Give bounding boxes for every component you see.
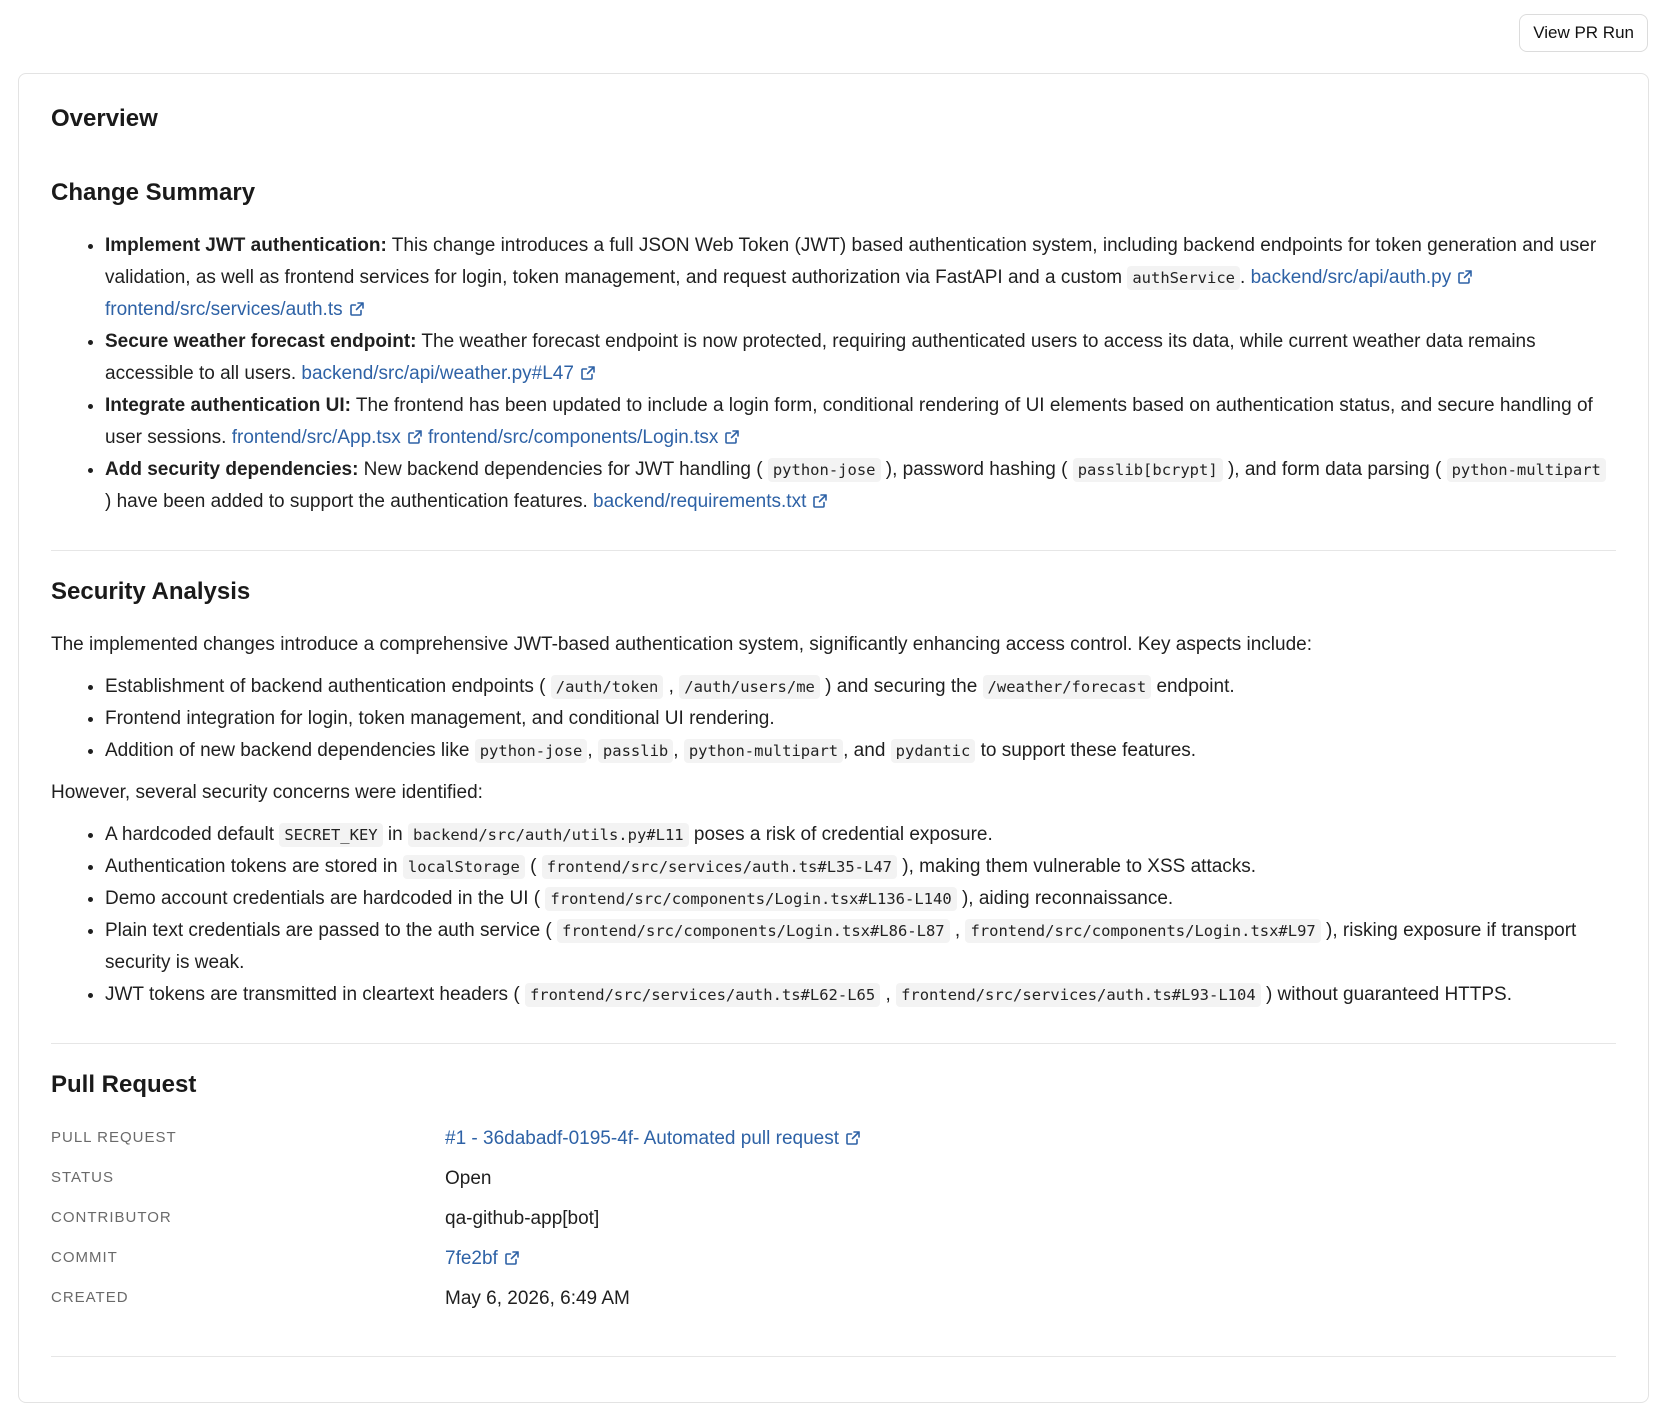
security-analysis-title: Security Analysis <box>51 578 251 605</box>
security-intro: The implemented changes introduce a comprehensive JWT-based authentication system, significantly enhancing access control. Key aspects include: <box>51 634 1313 655</box>
external-link-icon <box>812 493 828 509</box>
list-item: • Demo account credentials are hardcoded in the UI ( frontend/src/components/Login.tsx#L136-L140 ), aiding reconnaissance. <box>105 883 1616 915</box>
list-item: • A hardcoded default SECRET_KEY in backend/src/auth/utils.py#L11 poses a risk of credential exposure. <box>105 819 1616 851</box>
divider <box>51 1356 1616 1357</box>
external-link-icon <box>349 301 365 317</box>
list-item: • Establishment of backend authentication endpoints ( /auth/token , /auth/users/me ) and securing the /weather/forecast endpoint. <box>105 671 1616 703</box>
pr-key: STATUS <box>51 1169 114 1186</box>
divider <box>51 1043 1616 1044</box>
pr-row-contributor <box>51 1204 1616 1244</box>
list-item: • Integrate authentication UI: The frontend has been updated to include a login form, conditional rendering of UI elements based on authentication status, and secure handling of user sessions. frontend/src/App.tsx frontend/src/components/Login.tsx <box>105 390 1616 454</box>
pr-key: PULL REQUEST <box>51 1129 177 1146</box>
status-value: Open <box>445 1168 492 1189</box>
pr-key: CREATED <box>51 1289 129 1306</box>
external-link-icon <box>1457 269 1473 285</box>
list-item: • Frontend integration for login, token management, and conditional UI rendering. <box>105 703 1616 735</box>
file-link[interactable]: backend/src/api/weather.py#L47 <box>301 363 596 384</box>
external-link-icon <box>724 429 740 445</box>
external-link-icon <box>504 1250 520 1266</box>
commit-link[interactable]: 7fe2bf <box>445 1244 520 1274</box>
overview-title: Overview <box>51 105 158 132</box>
overview-card <box>18 73 1649 1403</box>
pr-row-pull-request <box>51 1124 1616 1164</box>
concerns-list <box>51 819 1616 1011</box>
file-link[interactable]: frontend/src/App.tsx <box>232 427 423 448</box>
aspects-list <box>51 671 1616 767</box>
pull-request-title: Pull Request <box>51 1071 197 1098</box>
file-link[interactable]: frontend/src/components/Login.tsx <box>428 427 740 448</box>
file-link[interactable]: backend/requirements.txt <box>593 491 828 512</box>
list-item: • Implement JWT authentication: This change introduces a full JSON Web Token (JWT) based authentication system, including backend endpoints for token generation and user validation, as well as frontend services for login, token management, and request authorization via FastAPI and a custom authService . backend/src/api/auth.py frontend/src/services/auth.ts <box>105 230 1616 326</box>
created-value: May 6, 2026, 6:49 AM <box>445 1288 630 1309</box>
pr-row-status <box>51 1164 1616 1204</box>
file-link[interactable]: backend/src/api/auth.py <box>1251 267 1474 288</box>
divider <box>51 550 1616 551</box>
pull-request-details <box>51 1124 1616 1324</box>
pr-row-created <box>51 1284 1616 1324</box>
pull-request-link[interactable]: #1 - 36dabadf-0195-4f- Automated pull request <box>445 1124 861 1154</box>
list-item: • Addition of new backend dependencies like python-jose , passlib , python-multipart , and pydantic to support these features. <box>105 735 1616 767</box>
list-item: • Authentication tokens are stored in localStorage ( frontend/src/services/auth.ts#L35-L47 ), making them vulnerable to XSS attacks. <box>105 851 1616 883</box>
external-link-icon <box>845 1130 861 1146</box>
change-summary-list <box>51 230 1616 518</box>
file-link[interactable]: frontend/src/services/auth.ts <box>105 299 365 320</box>
pr-key: COMMIT <box>51 1249 118 1266</box>
concern-intro: However, several security concerns were identified: <box>51 782 483 803</box>
external-link-icon <box>407 429 423 445</box>
change-summary-title: Change Summary <box>51 179 256 206</box>
pr-row-commit <box>51 1244 1616 1284</box>
list-item: • JWT tokens are transmitted in cleartext headers ( frontend/src/services/auth.ts#L62-L65 , frontend/src/services/auth.ts#L93-L104 ) without guaranteed HTTPS. <box>105 979 1616 1011</box>
pr-key: CONTRIBUTOR <box>51 1209 172 1226</box>
list-item: • Plain text credentials are passed to the auth service ( frontend/src/components/Login.tsx#L86-L87 , frontend/src/components/Login.tsx#L97 ), risking exposure if transport security is weak. <box>105 915 1616 979</box>
list-item: • Secure weather forecast endpoint: The weather forecast endpoint is now protected, requiring authenticated users to access its data, while current weather data remains accessible to all users. backend/src/api/weather.py#L47 <box>105 326 1616 390</box>
view-pr-run-button[interactable]: View PR Run <box>1519 14 1648 52</box>
list-item: • Add security dependencies: New backend dependencies for JWT handling ( python-jose ), password hashing ( passlib[bcrypt] ), and form data parsing ( python-multipart ) have been added to support the authentication features. backend/requirements.txt <box>105 454 1616 518</box>
external-link-icon <box>580 365 596 381</box>
contributor-value: qa-github-app[bot] <box>445 1208 600 1229</box>
